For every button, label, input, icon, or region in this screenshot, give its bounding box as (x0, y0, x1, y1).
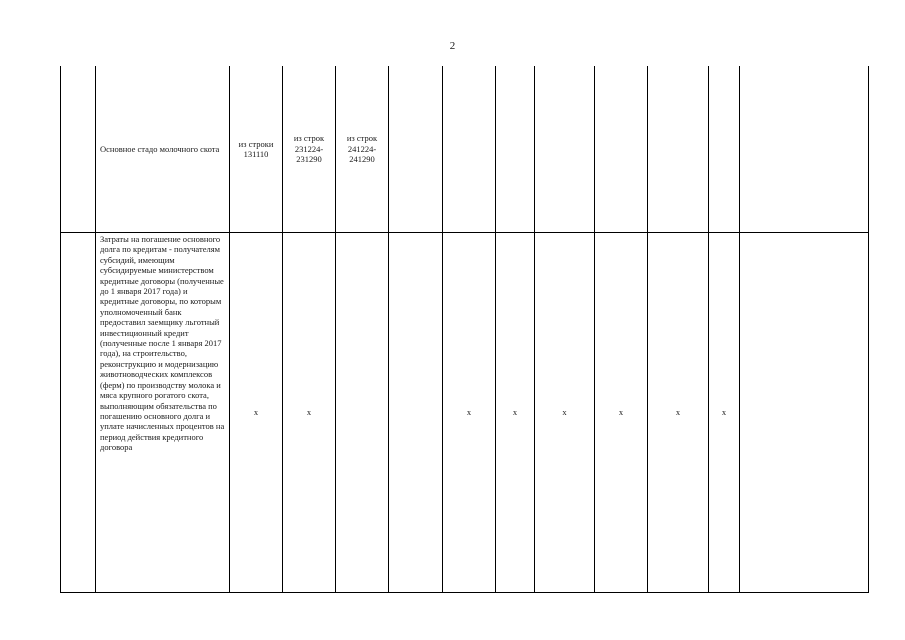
header-cell-from-rows-231224-231290 (283, 66, 336, 233)
subsidy-form-table (60, 66, 869, 593)
header-cell-empty (496, 66, 535, 233)
from-rows-241224-241290-label: из строк 241224-241290 (346, 133, 378, 165)
header-cell-empty (740, 66, 869, 233)
mark-cell (230, 233, 283, 593)
mark-cell (709, 233, 740, 593)
page-number: 2 (449, 40, 456, 52)
from-row-131110-label: из строки 131110 (238, 138, 274, 159)
header-cell-empty (389, 66, 443, 233)
x-mark: x (466, 407, 472, 418)
row-cell-blank (61, 233, 96, 593)
header-cell-empty (535, 66, 595, 233)
header-cell-blank (61, 66, 96, 233)
x-mark: x (618, 407, 624, 418)
row-cell-empty (389, 233, 443, 593)
header-cell-from-rows-241224-241290 (336, 66, 389, 233)
expense-row (61, 233, 869, 593)
mark-cell (496, 233, 535, 593)
mark-cell (648, 233, 709, 593)
mark-cell (595, 233, 648, 593)
from-rows-231224-231290-label: из строк 231224-231290 (293, 133, 325, 165)
row-cell-empty (740, 233, 869, 593)
header-cell-from-row-131110 (230, 66, 283, 233)
x-mark: x (512, 407, 518, 418)
expense-description-cell (96, 233, 230, 593)
expense-description: Затраты на погашение основного долга по кредитам - получателям субсидий, имеющим субсидируемые министерством кредитные договоры (полученные до 1 января 2017 года) и кредитные договоры, по которым уполномоченный банк предоставил заемщику льготный инвестиционный кредит (полученные после 1 января 2017 года), на строительство, реконструкцию и модернизацию животноводческих комплексов (ферм) по производству молока и мяса крупного рогатого скота, выполняющим обязательства по погашению основного долга и уплате начисленных процентов на период действия кредитного договора (100, 234, 225, 453)
x-mark: x (562, 407, 567, 418)
x-mark: x (675, 407, 681, 418)
header-cell-empty (648, 66, 709, 233)
header-cell-empty (595, 66, 648, 233)
header-cell-empty (443, 66, 496, 233)
stock-label: Основное стадо молочного скота (100, 143, 220, 154)
row-cell-empty (336, 233, 389, 593)
mark-cell (443, 233, 496, 593)
mark-cell (283, 233, 336, 593)
x-mark: x (306, 407, 312, 418)
x-mark: x (721, 407, 727, 418)
header-cell-stock-label (96, 66, 230, 233)
mark-cell (535, 233, 595, 593)
x-mark: x (253, 407, 259, 418)
header-cell-empty (709, 66, 740, 233)
header-row (61, 66, 869, 233)
